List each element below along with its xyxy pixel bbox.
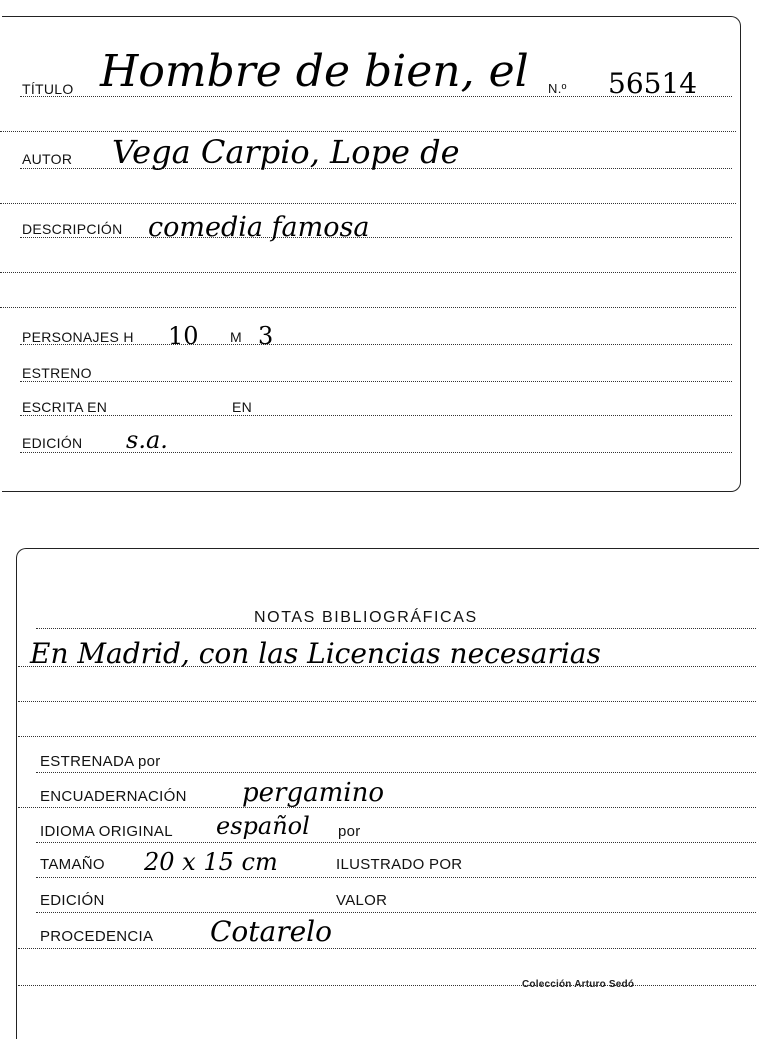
descripcion-value: comedia famosa [148,212,370,243]
valor-label: VALOR [336,892,388,909]
edicion-label: EDICIÓN [22,435,83,451]
dotted-rule [0,131,736,132]
tamano-label: TAMAÑO [40,856,105,873]
dotted-rule [20,237,732,238]
tamano-value: 20 x 15 cm [144,848,278,876]
edicion-back-label: EDICIÓN [40,892,105,909]
dotted-rule [0,307,736,308]
personajes-m-label: M [230,329,242,345]
notas-heading: NOTAS BIBLIOGRÁFICAS [254,609,478,626]
dotted-rule [18,807,756,808]
numero-value: 56514 [608,67,698,100]
procedencia-label: PROCEDENCIA [40,928,154,945]
dotted-rule [36,912,756,913]
personajes-label: PERSONAJES H [22,329,134,345]
por-label: por [338,823,361,840]
notes-line-1: En Madrid, con las Licencias necesarias [30,637,601,670]
autor-value: Vega Carpio, Lope de [112,133,460,171]
dotted-rule [18,948,756,949]
escrita-en-label: ESCRITA EN [22,399,108,415]
dotted-rule [18,701,756,702]
idioma-value: español [216,812,310,840]
encuadernacion-label: ENCUADERNACIÓN [40,788,187,805]
idioma-label: IDIOMA ORIGINAL [40,823,173,840]
dotted-rule [20,415,732,416]
encuadernacion-value: pergamino [242,778,384,808]
estreno-label: ESTRENO [22,365,92,381]
dotted-rule [36,842,756,843]
autor-label: AUTOR [22,151,73,167]
personajes-m-value: 3 [258,322,274,350]
dotted-rule [18,736,756,737]
titulo-value: Hombre de bien, el [100,46,529,97]
dotted-rule [36,628,756,629]
personajes-h-value: 10 [168,322,199,350]
estrenada-label: ESTRENADA por [40,753,161,770]
titulo-label: TÍTULO [22,81,74,97]
en-label: EN [232,399,253,415]
descripcion-label: DESCRIPCIÓN [22,221,123,237]
dotted-rule [0,272,736,273]
dotted-rule [0,203,736,204]
ilustrado-label: ILUSTRADO POR [336,856,463,873]
dotted-rule [20,381,732,382]
collection-credit: Colección Arturo Sedó [522,979,635,990]
numero-label: N.º [548,81,567,96]
dotted-rule [36,877,756,878]
edicion-value: s.a. [126,426,168,454]
dotted-rule [36,772,756,773]
procedencia-value: Cotarelo [210,915,332,948]
dotted-rule [18,985,756,986]
